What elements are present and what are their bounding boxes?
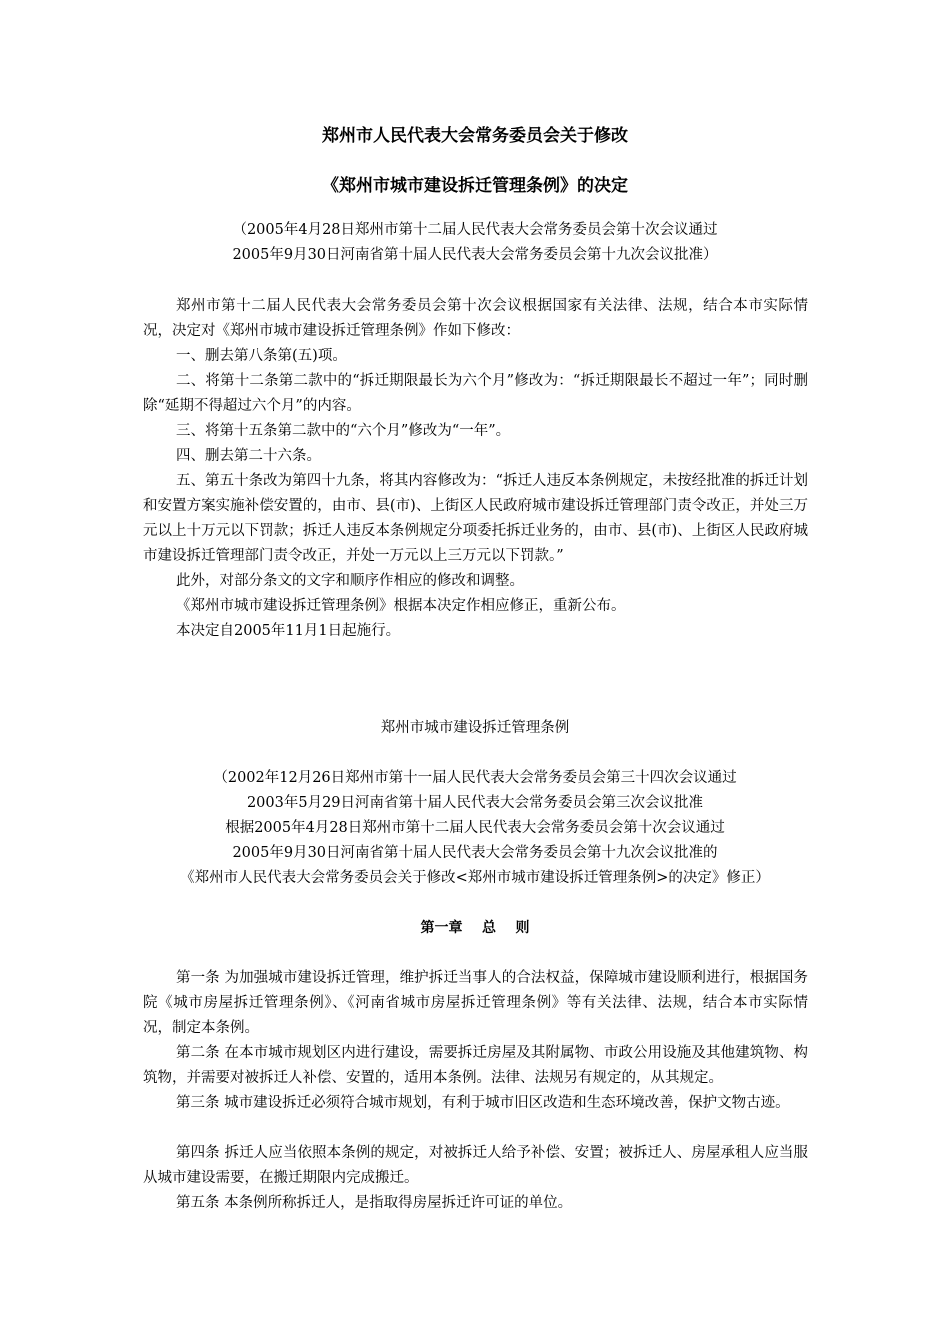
article-3 [143,1091,808,1116]
article-text: 本条例所称拆迁人，是指取得房屋拆迁许可证的单位。 [224,1195,573,1211]
decision-paragraph-republish: 《郑州市城市建设拆迁管理条例》根据本决定作相应修正，重新公布。 [176,598,626,614]
regulation-title: 郑州市城市建设拆迁管理条例 [380,720,570,736]
article-number: 第五条 [176,1195,220,1211]
article-text: 为加强城市建设拆迁管理，维护拆迁当事人的合法权益，保障城市建设顺利进行，根据国务院《城市房屋拆迁管理条例》、《河南省城市房屋拆迁管理条例》等有关法律、法规，结合本市实际情况，制定本条例。 [143,970,809,1036]
decision-note-line1: （2005年4月28日郑州市第十二届人民代表大会常务委员会第十次会议通过 [232,222,718,238]
decision-title-line2: 《郑州市城市建设拆迁管理条例》的决定 [322,176,628,196]
article-number: 第一条 [176,970,220,986]
article-text: 城市建设拆迁必须符合城市规划，有利于城市旧区改造和生态环境改善，保护文物古迹。 [224,1095,790,1111]
article-1 [143,966,808,1041]
decision-paragraph-effective: 本决定自2005年11月1日起施行。 [176,623,401,639]
decision-item-2: 二、将第十二条第二款中的“拆迁期限最长为六个月”修改为：“拆迁期限最长不超过一年”；同时删除“延期不得超过六个月”的内容。 [143,373,808,414]
article-4 [143,1141,808,1191]
regulation-history-line4: 2005年9月30日河南省第十届人民代表大会常务委员会第十九次会议批准的 [232,845,718,861]
article-5 [143,1191,808,1216]
article-text: 在本市城市规划区内进行建设，需要拆迁房屋及其附属物、市政公用设施及其他建筑物、构筑物，并需要对被拆迁人补偿、安置的，适用本条例。法律、法规另有规定的，从其规定。 [143,1045,809,1086]
decision-paragraph-misc: 此外，对部分条文的文字和顺序作相应的修改和调整。 [176,573,524,589]
article-number: 第二条 [176,1045,220,1061]
decision-item-4: 四、删去第二十六条。 [176,448,321,464]
decision-note-line2: 2005年9月30日河南省第十届人民代表大会常务委员会第十九次会议批准） [232,247,718,263]
decision-item-5: 五、第五十条改为第四十九条，将其内容修改为：“拆迁人违反本条例规定，未按经批准的拆迁计划和安置方案实施补偿安置的，由市、县(市)、上街区人民政府城市建设拆迁管理部门责令改正，并处三万元以上十万元以下罚款；拆迁人违反本条例规定分项委托拆迁业务的，由市、县(市)、上街区人民政府城市建设拆迁管理部门责令改正，并处一万元以上三万元以下罚款。” [143,473,808,564]
article-number: 第三条 [176,1095,220,1111]
regulation-history-line2: 2003年5月29日河南省第十届人民代表大会常务委员会第三次会议批准 [246,795,704,811]
regulation-history-line5: 《郑州市人民代表大会常务委员会关于修改<郑州市城市建设拆迁管理条例>的决定》修正） [180,870,770,886]
decision-item-1: 一、删去第八条第(五)项。 [176,348,347,364]
decision-item-3: 三、将第十五条第二款中的“六个月”修改为“一年”。 [176,423,511,439]
article-number: 第四条 [176,1145,220,1161]
regulation-history-line3: 根据2005年4月28日郑州市第十二届人民代表大会常务委员会第十次会议通过 [225,820,725,836]
decision-paragraph-intro: 郑州市第十二届人民代表大会常务委员会第十次会议根据国家有关法律、法规，结合本市实际情况，决定对《郑州市城市建设拆迁管理条例》作如下修改： [143,298,808,339]
decision-title-line1: 郑州市人民代表大会常务委员会关于修改 [322,126,628,146]
regulation-history-line1: （2002年12月26日郑州市第十一届人民代表大会常务委员会第三十四次会议通过 [213,770,737,786]
article-2 [143,1041,808,1091]
chapter-heading: 第一章 总 则 [420,920,530,936]
article-text: 拆迁人应当依照本条例的规定，对被拆迁人给予补偿、安置；被拆迁人、房屋承租人应当服从城市建设需要，在搬迁期限内完成搬迁。 [143,1145,809,1186]
